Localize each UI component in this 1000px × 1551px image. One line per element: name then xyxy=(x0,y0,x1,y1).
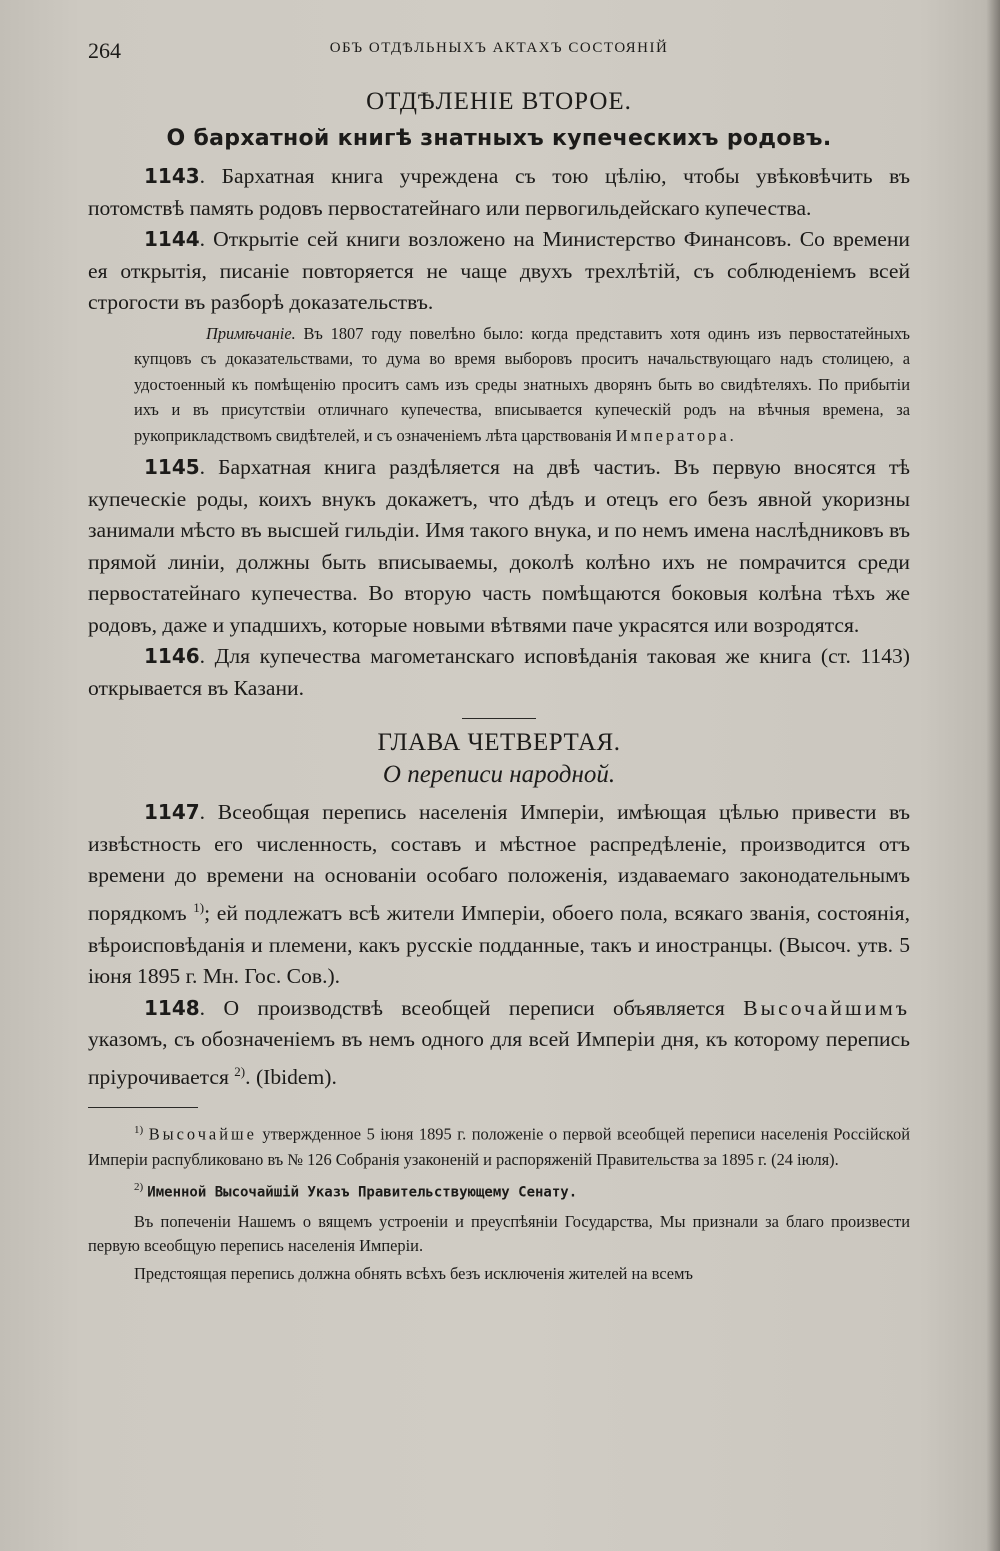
note-emphasis: Императора xyxy=(615,425,730,445)
article-text: . Всеобщая перепись населенія Имперіи, имѣющая цѣлью привести въ извѣстность его численность, составъ и мѣстное распредѣленіе, производится отъ времени до времени на основаніи особаго положенія, издаваемаго законодательнымъ порядкомъ xyxy=(88,800,910,926)
chapter-subtitle: О переписи народной. xyxy=(382,761,616,789)
footnote-rule xyxy=(88,1107,198,1108)
page-content xyxy=(88,30,910,1286)
article-1143 xyxy=(88,161,910,224)
page-number: 264 xyxy=(88,38,121,63)
running-title: ОБЪ ОТДѢЛЬНЫХЪ АКТАХЪ СОСТОЯНІЙ xyxy=(329,40,669,56)
footnote-ref: 1) xyxy=(193,899,205,915)
article-text-cont: указомъ, съ обозначеніемъ въ немъ одного для всей Имперіи дня, къ которому перепись пріурочивается xyxy=(88,1027,910,1089)
article-number: 1143 xyxy=(144,164,200,188)
article-1146 xyxy=(88,641,910,704)
article-text: . Бархатная книга учреждена съ тою цѣлію, чтобы увѣковѣчить въ потомствѣ память родовъ первостатейнаго или первогильдейскаго купечества. xyxy=(88,164,910,220)
note-text-end: . xyxy=(729,425,734,445)
footnote-heading: Именной Высочайшій Указъ Правительствующему Сенату. xyxy=(147,1184,578,1201)
article-number: 1147 xyxy=(144,800,200,825)
footnote-2 xyxy=(88,1175,910,1206)
article-1145 xyxy=(88,452,910,641)
article-emphasis: Высочайшимъ xyxy=(743,995,910,1020)
section-title: ОТДѢЛЕНІЕ ВТОРОЕ. xyxy=(366,88,632,115)
footnote-2-body-1: Въ попеченіи Нашемъ о вящемъ устроеніи и преуспѣяніи Государства, Мы признали за благо произвести первую всеобщую перепись населенія Имперіи. xyxy=(88,1212,910,1256)
note-text: Въ 1807 году повелѣно было: когда представитъ хотя одинъ изъ первостатейныхъ купцовъ съ доказательствами, то дума во время выборовъ проситъ начальствующаго надъ столицею, а удостоенный къ помѣщенію проситъ самъ изъ среды знатныхъ дворянъ быть во свидѣтеляхъ. По прибытіи ихъ и въ присутствіи отличнаго купечества, вписывается купеческій родъ на вѣчныя времена, за рукоприкладствомъ свидѣтелей, и съ означеніемъ лѣта царствованія xyxy=(134,323,910,445)
article-number: 1148 xyxy=(144,995,200,1020)
footnote-2-body-2: Предстоящая перепись должна обнять всѣхъ безъ исключенія жителей на всемъ xyxy=(134,1264,693,1284)
section-subtitle: О бархатной книгѣ знатныхъ купеческихъ родовъ. xyxy=(166,126,832,151)
article-number: 1146 xyxy=(144,644,200,669)
article-1148 xyxy=(88,993,910,1094)
article-1144 xyxy=(88,224,910,319)
running-header xyxy=(88,30,910,70)
footnote-emphasis: Высочайше xyxy=(148,1124,257,1144)
footnote-mark: 2) xyxy=(134,1181,144,1193)
divider-rule xyxy=(462,718,536,719)
article-text: . О производствѣ всеобщей переписи объявляется xyxy=(199,995,744,1020)
article-text: . Открытіе сей книги возложено на Министерство Финансовъ. Со времени ея открытія, писаніе повторяется не чаще двухъ трехлѣтій, съ соблюденіемъ всей строгости въ разборѣ доказательствъ. xyxy=(88,227,910,314)
chapter-title: ГЛАВА ЧЕТВЕРТАЯ. xyxy=(377,729,621,757)
footnote-mark: 1) xyxy=(134,1124,144,1137)
footnote-ref: 2) xyxy=(234,1063,246,1079)
page-edge-shadow xyxy=(986,0,1000,1551)
article-1147 xyxy=(88,797,910,992)
footnote-text: утвержденное 5 іюня 1895 г. положеніе о первой всеобщей переписи населенія Россійской Имперіи распубликовано въ № 126 Собранія узаконеній и распоряженій Правительства за 1895 г. (24 іюля). xyxy=(88,1124,910,1170)
note-label: Примѣчаніе. xyxy=(206,323,296,343)
article-text-cont: ; ей подлежатъ всѣ жители Имперіи, обоего пола, всякаго званія, состоянія, вѣроисповѣданія и племени, какъ русскіе подданные, такъ и иностранцы. (Высоч. утв. 5 іюня 1895 г. Мн. Гос. Сов.). xyxy=(88,901,910,989)
article-text-end: . (Ibidem). xyxy=(245,1064,337,1089)
footnote-1 xyxy=(88,1118,910,1173)
note-paragraph xyxy=(134,321,910,449)
article-text: . Для купечества магометанскаго исповѣданія таковая же книга (ст. 1143) открывается въ Казани. xyxy=(88,644,910,700)
article-number: 1144 xyxy=(144,227,200,251)
article-text: . Бархатная книга раздѣляется на двѣ частиъ. Въ первую вносятся тѣ купеческіе роды, коихъ внукъ докажетъ, что дѣдъ и отецъ его безъ явной укоризны занимали мѣсто въ высшей гильдіи. Имя такого внука, и по немъ имена наслѣдниковъ въ прямой линіи, должны быть вписываемы, доколѣ колѣно ихъ не помрачится среди первостатейнаго купечества. Во вторую часть помѣщаются боковыя колѣна тѣхъ же родовъ, даже и упадшихъ, которые новыми вѣтвями паче украсятся или возродятся. xyxy=(88,455,910,637)
article-number: 1145 xyxy=(144,455,200,480)
